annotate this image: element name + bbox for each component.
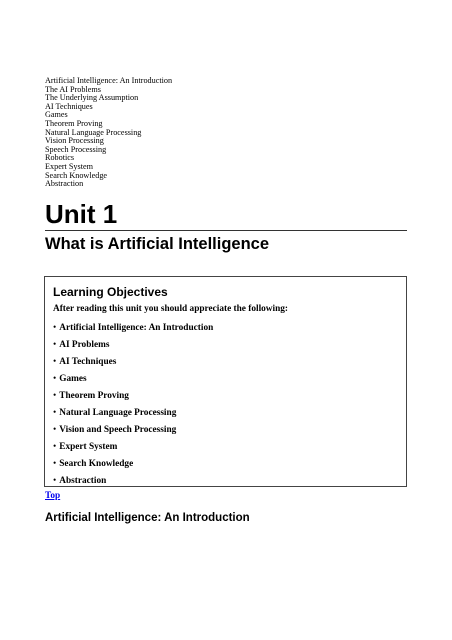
toc-item[interactable]: Speech Processing <box>45 144 107 154</box>
toc-item[interactable]: Theorem Proving <box>45 118 103 128</box>
toc-item[interactable]: The AI Problems <box>45 84 101 94</box>
title-divider <box>45 230 407 231</box>
objective-item: • AI Techniques <box>53 357 213 374</box>
objective-item: • Games <box>53 374 213 391</box>
toc-item[interactable]: The Underlying Assumption <box>45 93 139 103</box>
learning-objectives-list <box>53 323 213 493</box>
top-link[interactable]: Top <box>45 491 61 501</box>
learning-objectives-box <box>44 276 407 487</box>
toc-item[interactable]: Artificial Intelligence: An Introduction <box>45 76 173 85</box>
toc-item[interactable]: Games <box>45 110 68 120</box>
toc-item[interactable]: Natural Language Processing <box>45 127 142 137</box>
unit-subtitle: What is Artificial Intelligence <box>45 235 270 253</box>
objective-item: • Abstraction <box>53 476 213 493</box>
toc-item[interactable]: Search Knowledge <box>45 170 108 180</box>
objective-item: • Theorem Proving <box>53 391 213 408</box>
section-heading: Artificial Intelligence: An Introduction <box>45 512 250 524</box>
toc-item[interactable]: Robotics <box>45 153 75 163</box>
objective-item: • Artificial Intelligence: An Introduction <box>53 323 213 340</box>
toc-item[interactable]: Vision Processing <box>45 136 104 146</box>
learning-objectives-heading: Learning Objectives <box>53 285 168 299</box>
unit-title: Unit 1 <box>45 199 118 229</box>
objective-item: • Vision and Speech Processing <box>53 425 213 442</box>
objective-item: • Search Knowledge <box>53 459 213 476</box>
toc-item[interactable]: AI Techniques <box>45 101 93 111</box>
objective-item: • Expert System <box>53 442 213 459</box>
toc-item[interactable]: Abstraction <box>45 179 84 189</box>
toc-item[interactable]: Expert System <box>45 161 93 171</box>
objective-item: • AI Problems <box>53 340 213 357</box>
table-of-contents <box>45 77 172 189</box>
objective-item: • Natural Language Processing <box>53 408 213 425</box>
learning-objectives-intro: After reading this unit you should appreciate the following: <box>53 304 289 314</box>
